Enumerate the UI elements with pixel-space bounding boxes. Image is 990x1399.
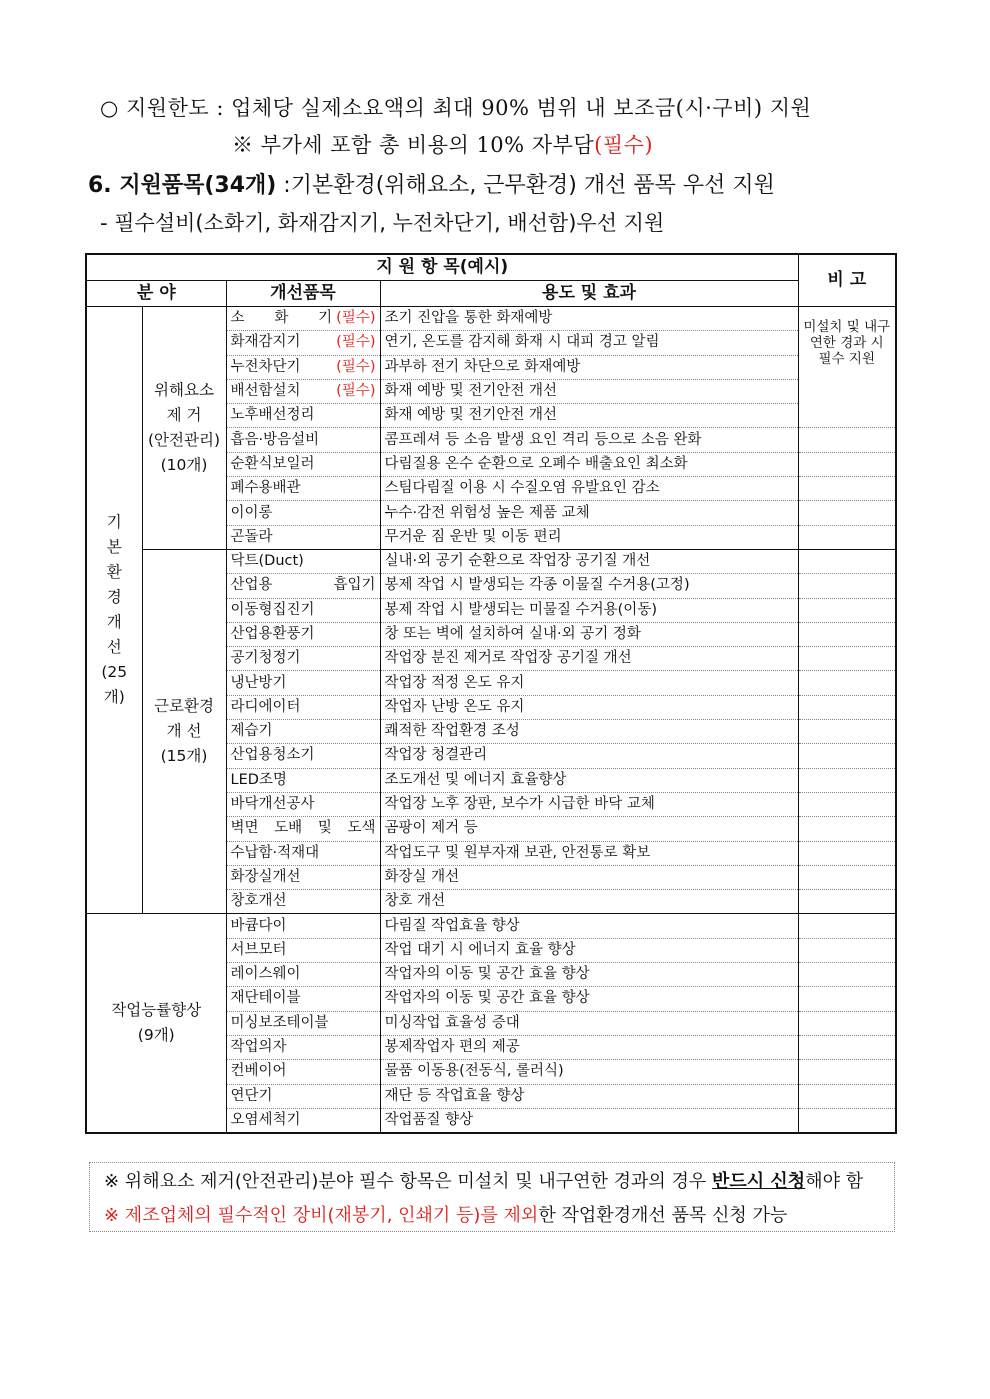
category-basic-environment: 기 본 환 경 개 선 (25개) (86, 307, 142, 914)
header-effect: 용도 및 효과 (380, 281, 798, 307)
header-field: 분 야 (86, 281, 226, 307)
header-support-items: 지 원 항 목(예시) (86, 254, 798, 281)
effect-cell: 작업품질 향상 (380, 1108, 798, 1133)
product-name: 벽면 도배 및 도색 (230, 820, 376, 837)
product-name-cell (226, 501, 380, 525)
remark-cell (798, 817, 896, 841)
self-pay-text: ※ 부가세 포함 총 비용의 10% 자부담 (232, 133, 595, 157)
product-name-wrap (231, 331, 376, 354)
product-name-cell (226, 890, 380, 914)
effect-cell: 연기, 온도를 감지해 화재 시 대피 경고 알림 (380, 331, 798, 355)
product-name: 작업의자 (230, 1039, 287, 1056)
table-row (86, 914, 896, 938)
remark-cell (798, 452, 896, 476)
effect-cell: 작업자 난방 온도 유지 (380, 695, 798, 719)
effect-cell: 과부하 전기 차단으로 화재예방 (380, 355, 798, 379)
effect-cell: 다림질용 온수 순환으로 오폐수 배출요인 최소화 (380, 452, 798, 476)
effect-cell: 콤프레셔 등 소음 발생 요인 격리 등으로 소음 완화 (380, 428, 798, 452)
product-name-cell (226, 792, 380, 816)
notice-excluded-equipment (104, 1201, 787, 1227)
product-name-cell (226, 1011, 380, 1035)
product-name-cell (226, 647, 380, 671)
effect-cell: 작업장 노후 장판, 보수가 시급한 바닥 교체 (380, 792, 798, 816)
product-name-cell (226, 671, 380, 695)
effect-cell: 물품 이동용(전동식, 롤러식) (380, 1060, 798, 1084)
subcategory-work-environment: 근로환경 개 선 (15개) (142, 549, 226, 913)
product-name: 오염세척기 (230, 1111, 301, 1128)
remark-cell (798, 1035, 896, 1059)
effect-cell: 쾌적한 작업환경 조성 (380, 720, 798, 744)
product-name-wrap (231, 307, 376, 330)
product-name: 닥트(Duct) (230, 553, 304, 570)
section-heading (88, 168, 775, 199)
category-work-efficiency: 작업능률향상 (9개) (86, 914, 226, 1133)
required-mark: (필수) (594, 133, 654, 157)
required-tag: (필수) (336, 358, 376, 375)
remark-cell (798, 963, 896, 987)
header-remark: 비 고 (798, 254, 896, 307)
remark-cell (798, 792, 896, 816)
product-name-wrap (231, 380, 376, 403)
product-name-cell (226, 841, 380, 865)
product-name-cell (226, 1060, 380, 1084)
product-name: 흡음·방음설비 (230, 431, 320, 448)
section-title: 6. 지원품목(34개) (88, 173, 277, 198)
product-name: 폐수용배관 (230, 480, 301, 497)
product-name: 화재감지기 (230, 334, 301, 351)
product-name: 곤돌라 (230, 528, 273, 545)
product-name-cell (226, 598, 380, 622)
effect-cell: 화재 예방 및 전기안전 개선 (380, 404, 798, 428)
effect-cell: 실내·외 공기 순환으로 작업장 공기질 개선 (380, 549, 798, 573)
product-name-cell (226, 452, 380, 476)
product-name: 바큠다이 (230, 917, 287, 934)
product-name-cell (226, 963, 380, 987)
effect-cell: 무거운 짐 운반 및 이동 편리 (380, 525, 798, 549)
product-name-cell (226, 477, 380, 501)
product-name-cell (226, 331, 380, 355)
remark-cell (798, 865, 896, 889)
product-name: 냉난방기 (230, 674, 287, 691)
product-name-cell (226, 574, 380, 598)
product-name: 연단기 (230, 1087, 273, 1104)
product-name-cell (226, 355, 380, 379)
product-name: 산업용환풍기 (230, 626, 315, 642)
table-row (86, 307, 896, 331)
remark-required: 미설치 및 내구연한 경과 시 필수 지원 (798, 307, 896, 404)
product-name-cell (226, 768, 380, 792)
product-name-cell (226, 525, 380, 549)
effect-cell: 봉제 작업 시 발생되는 미물질 수거용(이동) (380, 598, 798, 622)
remark-cell (798, 647, 896, 671)
effect-cell: 창 또는 벽에 설치하여 실내·외 공기 정화 (380, 622, 798, 646)
effect-cell: 작업장 청결관리 (380, 744, 798, 768)
remark-cell (798, 1011, 896, 1035)
remark-cell (798, 890, 896, 914)
product-name: 화장실개선 (230, 868, 301, 885)
required-tag: (필수) (336, 334, 376, 351)
effect-cell: 곰팡이 제거 등 (380, 817, 798, 841)
product-name-cell (226, 1084, 380, 1108)
section-description: :기본환경(위해요소, 근무환경) 개선 품목 우선 지원 (276, 173, 775, 198)
effect-cell: 작업도구 및 원부자재 보관, 안전통로 확보 (380, 841, 798, 865)
effect-cell: 작업자의 이동 및 공간 효율 향상 (380, 987, 798, 1011)
effect-cell: 조기 진압을 통한 화재예방 (380, 307, 798, 331)
product-name-cell (226, 379, 380, 403)
effect-cell: 조도개선 및 에너지 효율향상 (380, 768, 798, 792)
product-name-cell (226, 1035, 380, 1059)
remark-cell (798, 1084, 896, 1108)
remark-cell (798, 671, 896, 695)
effect-cell: 봉제 작업 시 발생되는 각종 이물질 수거용(고정) (380, 574, 798, 598)
required-tag: (필수) (336, 383, 376, 400)
product-name-cell (226, 1108, 380, 1133)
remark-cell (798, 574, 896, 598)
product-name: 바닥개선공사 (230, 796, 315, 813)
effect-cell: 다림질 작업효율 향상 (380, 914, 798, 938)
remark-cell (798, 477, 896, 501)
product-name: 산업용 흡입기 (230, 577, 376, 594)
product-name: LED조명 (230, 771, 287, 788)
effect-cell: 창호 개선 (380, 890, 798, 914)
notice-required-items (104, 1167, 863, 1193)
product-name-cell (226, 938, 380, 962)
remark-cell (798, 720, 896, 744)
product-name-cell (226, 914, 380, 938)
effect-cell: 누수·감전 위험성 높은 제품 교체 (380, 501, 798, 525)
product-name: 라디에이터 (230, 698, 301, 715)
remark-cell (798, 987, 896, 1011)
product-name-cell (226, 695, 380, 719)
notice-box (89, 1162, 895, 1232)
remark-cell (798, 914, 896, 938)
effect-cell: 작업자의 이동 및 공간 효율 향상 (380, 963, 798, 987)
product-name: 컨베이어 (230, 1063, 287, 1080)
effect-cell: 화재 예방 및 전기안전 개선 (380, 379, 798, 403)
subcategory-hazard-removal: 위해요소 제 거 (안전관리) (10개) (142, 307, 226, 550)
priority-equipment-line: - 필수설비(소화기, 화재감지기, 누전차단기, 배선함)우선 지원 (100, 211, 665, 235)
remark-cell (798, 1108, 896, 1133)
product-name: 재단테이블 (230, 990, 301, 1007)
product-name-cell (226, 865, 380, 889)
support-limit-line: ○ 지원한도 : 업체당 실제소요액의 최대 90% 범위 내 보조금(시·구비) 지원 (100, 96, 812, 120)
product-name: 소 화 기 (230, 310, 333, 327)
product-name: 제습기 (230, 723, 273, 740)
product-name-cell (226, 549, 380, 573)
remark-cell (798, 768, 896, 792)
product-name: 레이스웨이 (230, 966, 301, 983)
product-name: 공기청정기 (230, 650, 301, 667)
required-tag: (필수) (336, 310, 376, 327)
product-name-cell (226, 307, 380, 331)
product-name: 이동형집진기 (230, 601, 315, 618)
effect-cell: 작업장 분진 제거로 작업장 공기질 개선 (380, 647, 798, 671)
effect-cell: 작업 대기 시 에너지 효율 향상 (380, 938, 798, 962)
notice-1-text: ※ 위해요소 제거(안전관리)분야 필수 항목은 미설치 및 내구연한 경과의 경우 (104, 1171, 712, 1192)
product-name-cell (226, 744, 380, 768)
product-name: 누전차단기 (230, 358, 301, 375)
remark-cell (798, 622, 896, 646)
product-name-cell (226, 404, 380, 428)
notice-1-end: 해야 함 (805, 1171, 864, 1192)
product-name-cell (226, 428, 380, 452)
product-name: 노후배선정리 (230, 407, 315, 424)
effect-cell: 봉제작업자 편의 제공 (380, 1035, 798, 1059)
product-name: 미싱보조테이블 (230, 1014, 329, 1031)
product-name: 수납함·적재대 (230, 844, 320, 861)
effect-cell: 미싱작업 효율성 증대 (380, 1011, 798, 1035)
header-product: 개선품목 (226, 281, 380, 307)
notice-2-excluded: ※ 제조업체의 필수적인 장비(재봉기, 인쇄기 등)를 제외 (104, 1205, 539, 1226)
product-name: 순환식보일러 (230, 455, 315, 472)
product-name-wrap (231, 356, 376, 379)
remark-cell (798, 1060, 896, 1084)
table-row (86, 549, 896, 573)
remark-cell (798, 744, 896, 768)
product-name: 이이롱 (230, 504, 273, 521)
notice-2-end: 한 작업환경개선 품목 신청 가능 (538, 1205, 788, 1226)
product-name-cell (226, 622, 380, 646)
remark-cell (798, 428, 896, 452)
product-name: 창호개선 (230, 893, 287, 910)
effect-cell: 재단 등 작업효율 향상 (380, 1084, 798, 1108)
remark-cell (798, 525, 896, 549)
support-items-table (85, 253, 897, 1134)
product-name-cell (226, 987, 380, 1011)
effect-cell: 화장실 개선 (380, 865, 798, 889)
self-pay-line (232, 129, 653, 159)
product-name-cell (226, 817, 380, 841)
notice-1-emphasis: 반드시 신청 (711, 1171, 806, 1192)
remark-cell (798, 695, 896, 719)
product-name: 서브모터 (230, 941, 287, 958)
effect-cell: 작업장 적정 온도 유지 (380, 671, 798, 695)
effect-cell: 스팀다림질 이용 시 수질오염 유발요인 감소 (380, 477, 798, 501)
remark-cell (798, 404, 896, 428)
remark-cell (798, 841, 896, 865)
product-name: 배선함설치 (230, 383, 301, 400)
product-name-cell (226, 720, 380, 744)
remark-cell (798, 549, 896, 573)
product-name: 산업용청소기 (230, 747, 315, 764)
remark-cell (798, 938, 896, 962)
remark-cell (798, 598, 896, 622)
remark-cell (798, 501, 896, 525)
